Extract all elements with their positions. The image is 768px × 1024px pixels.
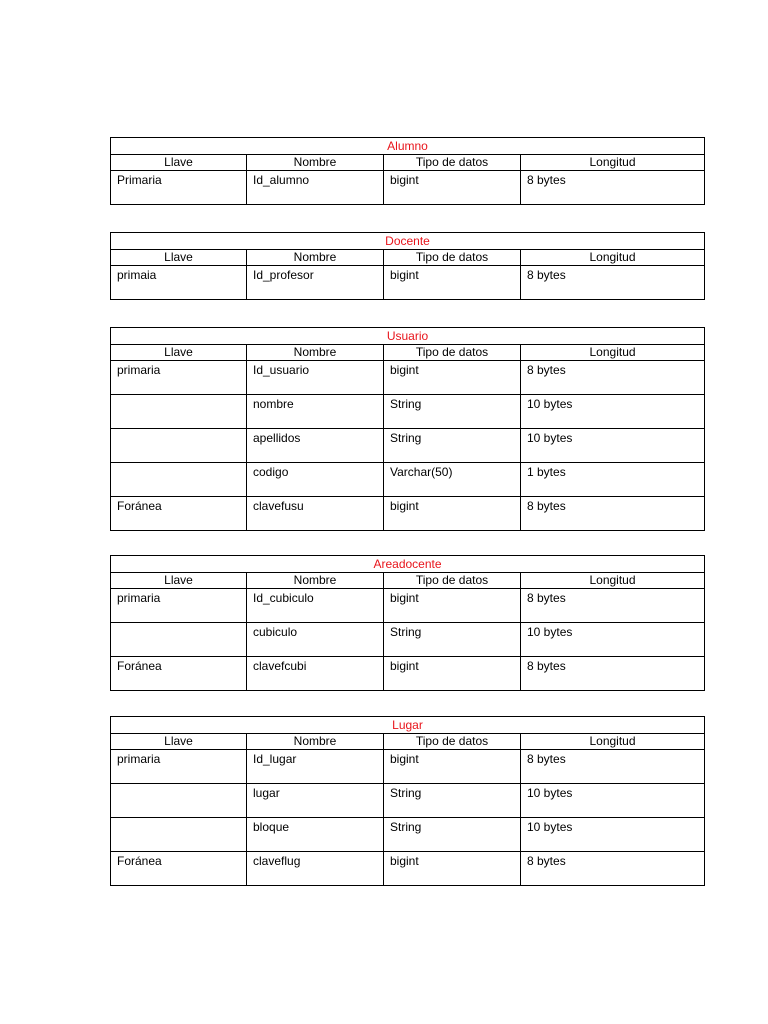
cell-llave [111, 429, 247, 463]
cell-llave: Primaria [111, 171, 247, 205]
cell-longitud: 10 bytes [521, 429, 705, 463]
table-title: Areadocente [111, 556, 705, 573]
cell-tipo: String [384, 395, 521, 429]
header-tipo-de-datos: Tipo de datos [384, 345, 521, 361]
header-tipo-de-datos: Tipo de datos [384, 573, 521, 589]
cell-nombre: Id_usuario [247, 361, 384, 395]
table-header-row [111, 155, 705, 171]
header-nombre: Nombre [247, 155, 384, 171]
cell-tipo: bigint [384, 589, 521, 623]
cell-tipo: String [384, 623, 521, 657]
table-header-row [111, 250, 705, 266]
cell-tipo: bigint [384, 852, 521, 886]
cell-llave [111, 463, 247, 497]
table-title: Lugar [111, 717, 705, 734]
table-row [111, 784, 705, 818]
header-nombre: Nombre [247, 250, 384, 266]
header-llave: Llave [111, 573, 247, 589]
cell-llave: Foránea [111, 497, 247, 531]
cell-tipo: bigint [384, 266, 521, 300]
cell-longitud: 8 bytes [521, 750, 705, 784]
table-row [111, 361, 705, 395]
cell-llave [111, 818, 247, 852]
cell-tipo: Varchar(50) [384, 463, 521, 497]
cell-tipo: bigint [384, 497, 521, 531]
cell-longitud: 10 bytes [521, 818, 705, 852]
cell-llave: primaria [111, 361, 247, 395]
table-row [111, 657, 705, 691]
cell-longitud: 10 bytes [521, 623, 705, 657]
cell-nombre: claveflug [247, 852, 384, 886]
cell-nombre: codigo [247, 463, 384, 497]
table-row [111, 497, 705, 531]
header-llave: Llave [111, 250, 247, 266]
header-longitud: Longitud [521, 155, 705, 171]
cell-longitud: 8 bytes [521, 852, 705, 886]
cell-nombre: Id_alumno [247, 171, 384, 205]
cell-longitud: 8 bytes [521, 361, 705, 395]
header-longitud: Longitud [521, 734, 705, 750]
cell-llave: Foránea [111, 852, 247, 886]
header-tipo-de-datos: Tipo de datos [384, 734, 521, 750]
cell-nombre: Id_profesor [247, 266, 384, 300]
table-title-row [111, 556, 705, 573]
table-row [111, 463, 705, 497]
cell-nombre: bloque [247, 818, 384, 852]
cell-nombre: Id_lugar [247, 750, 384, 784]
table-title-row [111, 138, 705, 155]
header-llave: Llave [111, 155, 247, 171]
table-header-row [111, 573, 705, 589]
header-llave: Llave [111, 345, 247, 361]
table-title: Usuario [111, 328, 705, 345]
header-longitud: Longitud [521, 573, 705, 589]
cell-llave: Foránea [111, 657, 247, 691]
table-row [111, 818, 705, 852]
table-header-row [111, 734, 705, 750]
cell-tipo: bigint [384, 361, 521, 395]
table-row [111, 589, 705, 623]
header-nombre: Nombre [247, 573, 384, 589]
cell-nombre: Id_cubiculo [247, 589, 384, 623]
table-title-row [111, 717, 705, 734]
table-title-row [111, 328, 705, 345]
table-alumno [110, 137, 705, 205]
table-row [111, 750, 705, 784]
cell-llave: primaia [111, 266, 247, 300]
table-row [111, 429, 705, 463]
header-nombre: Nombre [247, 734, 384, 750]
cell-nombre: cubiculo [247, 623, 384, 657]
cell-nombre: apellidos [247, 429, 384, 463]
cell-tipo: String [384, 429, 521, 463]
table-title: Alumno [111, 138, 705, 155]
cell-llave [111, 395, 247, 429]
cell-longitud: 8 bytes [521, 266, 705, 300]
cell-nombre: clavefcubi [247, 657, 384, 691]
header-llave: Llave [111, 734, 247, 750]
cell-llave: primaria [111, 750, 247, 784]
header-tipo-de-datos: Tipo de datos [384, 250, 521, 266]
table-row [111, 852, 705, 886]
cell-longitud: 8 bytes [521, 657, 705, 691]
header-longitud: Longitud [521, 250, 705, 266]
table-row [111, 266, 705, 300]
cell-longitud: 8 bytes [521, 497, 705, 531]
cell-tipo: bigint [384, 750, 521, 784]
header-tipo-de-datos: Tipo de datos [384, 155, 521, 171]
cell-longitud: 10 bytes [521, 395, 705, 429]
table-usuario [110, 327, 705, 531]
cell-tipo: bigint [384, 171, 521, 205]
table-header-row [111, 345, 705, 361]
table-title: Docente [111, 233, 705, 250]
cell-llave [111, 784, 247, 818]
table-areadocente [110, 555, 705, 691]
cell-tipo: String [384, 818, 521, 852]
table-docente [110, 232, 705, 300]
cell-longitud: 8 bytes [521, 589, 705, 623]
cell-nombre: lugar [247, 784, 384, 818]
header-nombre: Nombre [247, 345, 384, 361]
table-row [111, 171, 705, 205]
cell-tipo: bigint [384, 657, 521, 691]
cell-llave: primaria [111, 589, 247, 623]
cell-longitud: 1 bytes [521, 463, 705, 497]
table-row [111, 395, 705, 429]
cell-longitud: 10 bytes [521, 784, 705, 818]
table-lugar [110, 716, 705, 886]
table-title-row [111, 233, 705, 250]
cell-nombre: clavefusu [247, 497, 384, 531]
table-row [111, 623, 705, 657]
cell-nombre: nombre [247, 395, 384, 429]
header-longitud: Longitud [521, 345, 705, 361]
cell-llave [111, 623, 247, 657]
cell-tipo: String [384, 784, 521, 818]
cell-longitud: 8 bytes [521, 171, 705, 205]
